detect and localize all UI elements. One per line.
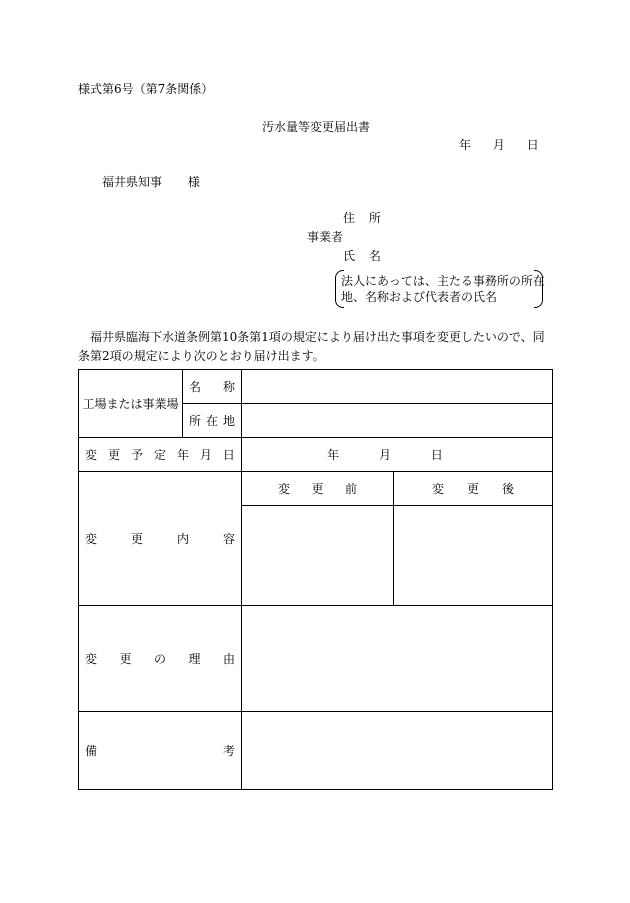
change-content-label — [85, 530, 235, 547]
change-date-label-cell — [79, 438, 242, 472]
remarks-field[interactable] — [242, 712, 553, 790]
corporation-note-text — [341, 273, 545, 305]
change-content-label-char-2: 更 — [130, 532, 143, 546]
change-date-month: 月 — [378, 448, 391, 462]
change-date-year: 年 — [327, 448, 340, 462]
change-content-label-cell — [79, 472, 242, 606]
facility-name-row — [79, 370, 553, 404]
facility-location-label — [189, 412, 235, 429]
remarks-label — [85, 742, 235, 759]
change-date-field[interactable] — [242, 438, 553, 472]
change-date-label-char-3: 予 — [130, 448, 143, 462]
change-date-label-char-4: 定 — [153, 448, 166, 462]
addressee-honorific: 様 — [187, 175, 200, 189]
change-date-label-char-1: 変 — [85, 448, 98, 462]
remarks-label-cell — [79, 712, 242, 790]
before-label-char-1: 変 — [278, 482, 291, 496]
facility-name-field[interactable] — [242, 370, 553, 404]
submission-date — [459, 139, 539, 151]
change-date-label-char-2: 更 — [107, 448, 120, 462]
address-label — [343, 212, 381, 224]
form-number: 様式第6号（第7条関係） — [78, 82, 214, 96]
change-reason-label-cell — [79, 606, 242, 712]
name-label-char-2: 名 — [368, 249, 381, 263]
notification-table — [78, 369, 553, 790]
change-reason-label-char-3: の — [153, 652, 166, 666]
name-label-char-1: 氏 — [343, 249, 356, 263]
facility-name-label-char-1: 名 — [189, 380, 202, 394]
change-date-label-char-5: 年 — [176, 448, 189, 462]
addressee — [102, 176, 200, 188]
change-date-row — [79, 438, 553, 472]
before-label — [278, 480, 357, 497]
address-label-char-1: 住 — [343, 211, 356, 225]
name-label — [343, 250, 381, 262]
after-label-char-2: 更 — [466, 482, 479, 496]
change-date-label-char-6: 月 — [199, 448, 212, 462]
facility-location-field[interactable] — [242, 404, 553, 438]
change-reason-label-char-5: 由 — [222, 652, 235, 666]
addressee-name: 福井県知事 — [102, 175, 163, 189]
remarks-label-char-1: 備 — [85, 744, 98, 758]
applicant-role-label: 事業者 — [307, 230, 344, 244]
after-content-field[interactable] — [394, 506, 553, 606]
after-label-char-1: 変 — [432, 482, 445, 496]
change-content-label-char-4: 容 — [222, 532, 235, 546]
change-reason-label — [85, 650, 235, 667]
before-label-char-3: 前 — [344, 482, 357, 496]
name-label-cell — [183, 370, 242, 404]
before-content-field[interactable] — [242, 506, 394, 606]
remarks-label-char-2: 考 — [222, 744, 235, 758]
facility-location-label-char-1: 所 — [189, 414, 202, 428]
after-label — [432, 480, 514, 497]
facility-label-cell — [79, 370, 183, 438]
change-content-label-char-3: 内 — [176, 532, 189, 546]
facility-label: 工場または事業場 — [82, 397, 179, 411]
location-label-cell — [183, 404, 242, 438]
change-reason-label-char-4: 理 — [188, 652, 201, 666]
remarks-row — [79, 712, 553, 790]
change-reason-label-char-2: 更 — [119, 652, 132, 666]
corporation-note-line-2: 地、名称および代表者の氏名 — [341, 290, 498, 304]
change-date-label-char-7: 日 — [222, 448, 235, 462]
change-reason-label-char-1: 変 — [85, 652, 98, 666]
change-content-header-row — [79, 472, 553, 506]
before-label-char-2: 更 — [311, 482, 324, 496]
corporation-note — [335, 270, 543, 306]
date-year-label: 年 — [459, 138, 472, 152]
date-day-label: 日 — [526, 138, 539, 152]
before-header-cell — [242, 472, 394, 506]
facility-location-label-char-3: 地 — [222, 414, 235, 428]
after-label-char-3: 後 — [501, 482, 514, 496]
address-label-char-2: 所 — [368, 211, 381, 225]
change-date-day: 日 — [430, 448, 443, 462]
change-reason-field[interactable] — [242, 606, 553, 712]
change-date-label — [85, 446, 235, 463]
body-paragraph: 福井県臨海下水道条例第10条第1項の規定により届け出た事項を変更したいので、同条第2項の規定により次のとおり届け出ます。 — [78, 330, 545, 363]
facility-location-label-char-2: 在 — [205, 414, 218, 428]
after-header-cell — [394, 472, 553, 506]
document-title: 汚水量等変更届出書 — [262, 120, 371, 134]
change-reason-row — [79, 606, 553, 712]
facility-name-label-char-2: 称 — [222, 380, 235, 394]
facility-name-label — [189, 378, 235, 395]
corporation-note-line-1: 法人にあっては、主たる事務所の所在 — [341, 274, 545, 288]
change-content-label-char-1: 変 — [85, 532, 98, 546]
date-month-label: 月 — [492, 138, 505, 152]
